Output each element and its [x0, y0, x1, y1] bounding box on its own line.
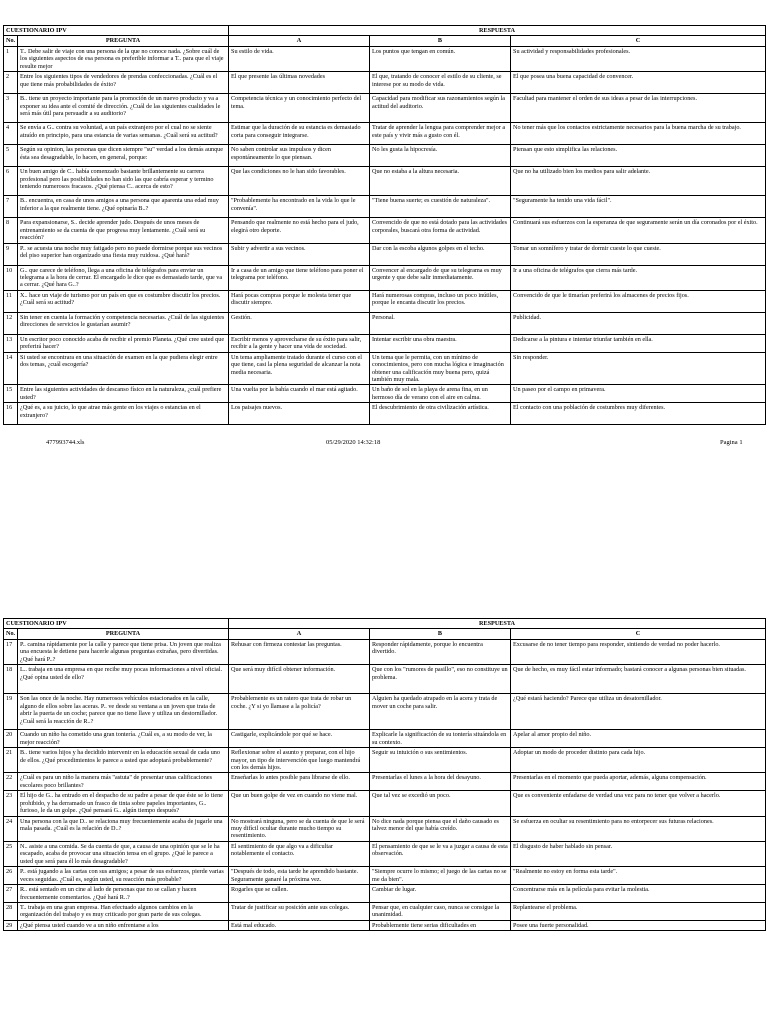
- answer-b: Presentarlas el lunes a la hora del desayuno.: [370, 773, 511, 791]
- answer-c: Adoptar un modo de proceder distinto para cada hijo.: [511, 748, 766, 773]
- answer-a: Escribir menos y aprovecharse de su éxito para salir, recibir a la gente y hacer una vida de sociedad.: [229, 334, 370, 352]
- questionnaire-title: CUESTIONARIO IPV: [4, 26, 229, 36]
- answer-c: Ir a una oficina de telégrafos que cierra más tarde.: [511, 265, 766, 290]
- question-number: 8: [4, 218, 18, 243]
- col-c-header: C: [511, 629, 766, 639]
- answer-a: Reflexionar sobre el asunto y preparar, con el hijo mayor, un tipo de intervención que luego mantendrá con los demás hijos.: [229, 748, 370, 773]
- table-body: [4, 46, 766, 424]
- answer-a: Rogarles que se callen.: [229, 885, 370, 903]
- answer-b: Probablemente tiene serias dificultades en: [370, 920, 511, 930]
- col-no-header: No.: [4, 629, 18, 639]
- answer-c: Publicidad.: [511, 312, 766, 334]
- table-row: [4, 196, 766, 218]
- col-no-header: No.: [4, 36, 18, 46]
- footer-datetime: 05/29/2020 14:32:18: [326, 439, 381, 447]
- question-text: P.. está jugando a las cartas con sus amigos; a pesar de sus esfuerzos, pierde varias veces seguidas. ¿Cuál es, según usted, su reacción más probable?: [18, 867, 229, 885]
- answer-b: Explicarle la significación de su tontería situándola en su contexto.: [370, 730, 511, 748]
- answer-b: Seguir su intuición o sus sentimientos.: [370, 748, 511, 773]
- col-c-header: C: [511, 36, 766, 46]
- question-number: 11: [4, 290, 18, 312]
- table-row: [4, 243, 766, 265]
- question-text: P.. camina rápidamente por la calle y parece que tiene prisa. Un joven que realiza una encuesta le detiene para hacerle algunas preguntas extrañas, pero divertidas. ¿Qué hará P..?: [18, 639, 229, 664]
- question-text: Se envía a G.. contra su voluntad, a un país extranjero por el cual no se siente atraído en principio, para una estancia de varias semanas. ¿Cuál será su actitud?: [18, 123, 229, 145]
- answer-a: Tratar de justificar su posición ante sus colegas.: [229, 902, 370, 920]
- answer-a: Hará pocas compras porque le molesta tener que discutir siempre.: [229, 290, 370, 312]
- answer-b: Alguien ha quedado atrapado en la acera y trata de mover un coche para salir.: [370, 694, 511, 730]
- sheet-page-1: [0, 25, 768, 453]
- answer-b: Tratar de aprender la lengua para comprender mejor a este país y vivir más a gusto con él.: [370, 123, 511, 145]
- table-row: [4, 867, 766, 885]
- answer-c: Posee una fuerte personalidad.: [511, 920, 766, 930]
- table-row: [4, 94, 766, 123]
- answer-c: El que posea una buena capacidad de convencer.: [511, 72, 766, 94]
- question-text: Entre los siguientes tipos de vendedores de prendas confeccionadas. ¿Cuál es el que tiene más probabilidades de éxito?: [18, 72, 229, 94]
- table-row: [4, 791, 766, 816]
- answer-b: No dice nada porque piensa que el daño causado es talvez menor del que había creído.: [370, 816, 511, 841]
- footer-page: Pagina 1: [720, 439, 743, 447]
- answer-a: Que un buen golpe de vez en cuando no viene mal.: [229, 791, 370, 816]
- question-text: R.. está sentado en un cine al lado de personas que no se callan y hacen frecuentemente comentarios. ¿Qué hará R..?: [18, 885, 229, 903]
- answer-b: Convencido de que no está dotado para las actividades corporales, buscará otra forma de actividad.: [370, 218, 511, 243]
- answer-c: Su actividad y responsabilidades profesionales.: [511, 46, 766, 71]
- question-text: T.. trabaja en una gran empresa. Han efectuado algunos cambios en la organización del trabajo y es muy criticado por gran parte de sus colegas.: [18, 902, 229, 920]
- col-a-header: A: [229, 629, 370, 639]
- answer-b: Personal.: [370, 312, 511, 334]
- answer-a: Estimar que la duración de su estancia es demasiado corta para conseguir integrarse.: [229, 123, 370, 145]
- answer-b: Un baño de sol en la playa de arena fina, en un hermoso día de verano con el aire en calma.: [370, 385, 511, 403]
- question-text: Son las once de la noche. Hay numerosos vehículos estacionados en la calle, alguno de ellos sobre las aceras. P.. ve desde su ventana a un joven que trata de abrir la puerta de un coche; parece que no tiene llave y utiliza un destornillador. ¿Cuál será la reacción de R..?: [18, 694, 229, 730]
- question-number: 27: [4, 885, 18, 903]
- answer-b: Pensar que, en cualquier caso, nunca se consigue la unanimidad.: [370, 902, 511, 920]
- answer-a: Que las condiciones no le han sido favorables.: [229, 167, 370, 196]
- question-text: B.. tiene un proyecto importante para la promoción de un nuevo producto y va a exponer su idea ante el comité de dirección. ¿Cuál de las siguientes cualidades le será más útil para persuadir a su auditorio?: [18, 94, 229, 123]
- question-number: 2: [4, 72, 18, 94]
- table-row: [4, 352, 766, 385]
- table-row: [4, 72, 766, 94]
- question-text: Entre las siguientes actividades de descanso físico en la naturaleza, ¿cuál prefiere usted?: [18, 385, 229, 403]
- answer-c: El disgusto de haber hablado sin pensar.: [511, 841, 766, 866]
- answer-c: Que es conveniente enfadarse de verdad una vez para no tener que volver a hacerlo.: [511, 791, 766, 816]
- answer-b: Capacidad para modificar sus razonamientos según la actitud del auditorio.: [370, 94, 511, 123]
- table-row: [4, 902, 766, 920]
- question-text: Una persona con la que D.. se relaciona muy frecuentemente acaba de jugarle una mala pasada. ¿Cuál es la relación de D..?: [18, 816, 229, 841]
- question-text: T.. Debe salir de viaje con una persona de la que no conoce nada. ¿Sobre cuál de los siguientes aspectos de esa persona es preferible informar a T.. para que el viaje resulte mejor: [18, 46, 229, 71]
- question-text: El hijo de G.. ha entrado en el despacho de su padre a pesar de que éste se lo tiene prohibido, y ha derramado un frasco de tinta sobre papeles importantes, G.. furioso, le da un golpe. ¿Qué pensará G.. algún tiempo después?: [18, 791, 229, 816]
- table-row: [4, 841, 766, 866]
- table-row: [4, 123, 766, 145]
- question-number: 4: [4, 123, 18, 145]
- question-text: P.. se acuesta una noche muy fatigado pero no puede dormirse porque sus vecinos del piso superior han organizado una fiesta muy ruidosa. ¿Qué hará?: [18, 243, 229, 265]
- question-text: B.. tiene varios hijos y ha decidido intervenir en la educación sexual de cada uno de ellos. ¿Qué procedimientos le parece a usted que adoptará probablemente?: [18, 748, 229, 773]
- question-text: B.. encuentra, en casa de unos amigos a una persona que aparenta una edad muy inferior a la que realmente tiene. ¿Qué opinaría B..?: [18, 196, 229, 218]
- question-text: Para expansionarse, S.. decide aprender judo. Después de unos meses de entrenamiento se da cuenta de que progresa muy lentamente. ¿Cuál será su reacción?: [18, 218, 229, 243]
- questionnaire-table: [3, 618, 766, 931]
- answer-b: El que, tratando de conocer el estilo de su cliente, se interese por su modo de vida.: [370, 72, 511, 94]
- col-pregunta-header: PREGUNTA: [18, 36, 229, 46]
- answer-b: Responder rápidamente, porque lo encuentra divertido.: [370, 639, 511, 664]
- question-number: 25: [4, 841, 18, 866]
- question-text: Un escritor poco conocido acaba de recibir el premio Planeta. ¿Qué cree usted que preferirá hacer?: [18, 334, 229, 352]
- answer-b: Que tal vez se excedió un poco.: [370, 791, 511, 816]
- question-number: 21: [4, 748, 18, 773]
- questionnaire-table: [3, 25, 766, 425]
- answer-b: El pensamiento de que se le va a juzgar a causa de esta observación.: [370, 841, 511, 866]
- question-text: Un buen amigo de C.. había comenzado bastante brillantemente su carrera profesional pero las posibilidades no han sido las que cabría esperar y termino teniendo numerosos fracasos. ¿Qué piensa C.. acerca de esto?: [18, 167, 229, 196]
- question-number: 17: [4, 639, 18, 664]
- respuesta-header: RESPUESTA: [229, 26, 766, 36]
- answer-a: Rehusar con firmeza contestar las preguntas.: [229, 639, 370, 664]
- question-number: 7: [4, 196, 18, 218]
- answer-c: Apelar al amor propio del niño.: [511, 730, 766, 748]
- col-pregunta-header: PREGUNTA: [18, 629, 229, 639]
- question-number: 10: [4, 265, 18, 290]
- header-row-title: [4, 619, 766, 629]
- answer-c: Que de hecho, es muy fácil estar informado; bastará conocer a algunas personas bien situadas.: [511, 665, 766, 694]
- table-row: [4, 748, 766, 773]
- table-row: [4, 403, 766, 425]
- answer-c: "Seguramente ha tenido una vida fácil".: [511, 196, 766, 218]
- table-row: [4, 218, 766, 243]
- question-text: Según su opinion, las personas que dicen siempre "su" verdad a los demás aunque ésta sea desagradable, lo hacen, en general, porque:: [18, 145, 229, 167]
- question-text: X.. hace un viaje de turismo por un país en que es costumbre discutir los precios. ¿Cuál será su actitud?: [18, 290, 229, 312]
- col-b-header: B: [370, 36, 511, 46]
- table-row: [4, 385, 766, 403]
- answer-c: Tomar un somnífero y tratar de dormir cueste lo que cueste.: [511, 243, 766, 265]
- question-number: 22: [4, 773, 18, 791]
- question-text: Sin tener en cuenta la formación y competencia necesarias. ¿Cuál de las siguientes direcciones de servicios le gustarían asumir?: [18, 312, 229, 334]
- question-text: Si usted se encontrara en una situación de examen en la que pudiera elegir entre dos temas, ¿cuál escogería?: [18, 352, 229, 385]
- question-number: 16: [4, 403, 18, 425]
- table-row: [4, 145, 766, 167]
- table-row: [4, 46, 766, 71]
- answer-a: Ir a casa de un amigo que tiene teléfono para poner el telegrama por teléfono.: [229, 265, 370, 290]
- answer-b: Que no estaba a la altura necesaria.: [370, 167, 511, 196]
- question-number: 6: [4, 167, 18, 196]
- answer-b: "Siempre ocurre lo mismo; el juego de las cartas no se me da bien".: [370, 867, 511, 885]
- question-number: 15: [4, 385, 18, 403]
- answer-c: El contacto con una población de costumbres muy diferentes.: [511, 403, 766, 425]
- col-b-header: B: [370, 629, 511, 639]
- table-row: [4, 694, 766, 730]
- table-row: [4, 334, 766, 352]
- answer-c: Se esfuerza en ocultar su resentimiento para no entorpecer sus futuras relaciones.: [511, 816, 766, 841]
- question-number: 3: [4, 94, 18, 123]
- answer-b: El descubrimiento de otra civilización artística.: [370, 403, 511, 425]
- answer-a: El sentimiento de que algo va a dificultar notablemente el contacto.: [229, 841, 370, 866]
- question-number: 29: [4, 920, 18, 930]
- answer-b: "Tiene buena suerte; es cuestión de naturaleza".: [370, 196, 511, 218]
- answer-b: Que con los "rumores de pasillo", eso no constituye un problema.: [370, 665, 511, 694]
- answer-c: Facultad para mantener el orden de sus ideas a pesar de las interrupciones.: [511, 94, 766, 123]
- question-number: 26: [4, 867, 18, 885]
- header-row-title: [4, 26, 766, 36]
- answer-a: Castigarle, explicándole por qué se hace.: [229, 730, 370, 748]
- respuesta-header: RESPUESTA: [229, 619, 766, 629]
- header-row-columns: [4, 629, 766, 639]
- answer-c: "Realmente no estoy en forma esta tarde".: [511, 867, 766, 885]
- answer-a: Pensando que realmente no está hecho para el judo, elegirá otro deporte.: [229, 218, 370, 243]
- page-footer: [0, 439, 768, 453]
- answer-c: Presentarlas en el momento que pueda aportar, además, alguna compensación.: [511, 773, 766, 791]
- table-row: [4, 773, 766, 791]
- answer-c: No tener más que los contactos estrictamente necesarios para la buena marcha de su trabajo.: [511, 123, 766, 145]
- answer-c: Excusarse de no tener tiempo para responder, sintiendo de verdad no poder hacerlo.: [511, 639, 766, 664]
- question-number: 13: [4, 334, 18, 352]
- question-number: 20: [4, 730, 18, 748]
- table-row: [4, 816, 766, 841]
- question-text: N.. asiste a una comida. Se da cuenta de que, a causa de una opinión que se le ha escapado, acaba de provocar una situación tensa en el grupo. ¿Qué le parece a usted que será para él lo más desagradable?: [18, 841, 229, 866]
- answer-a: No saben controlar sus impulsos y dicen espontáneamente lo que piensan.: [229, 145, 370, 167]
- answer-a: "Después de todo, esta tarde he aprendido bastante. Seguramente ganaré la próxima vez.: [229, 867, 370, 885]
- question-number: 14: [4, 352, 18, 385]
- sheet-page-2: [0, 618, 768, 931]
- answer-a: Está mal educado.: [229, 920, 370, 930]
- answer-a: Un tema ampliamente tratado durante el curso con el que tiene, casi la plena seguridad de alcanzar la nota media necesaria.: [229, 352, 370, 385]
- table-row: [4, 290, 766, 312]
- question-number: 1: [4, 46, 18, 71]
- answer-c: Continuará sus esfuerzos con la esperanza de que seguramente serán un día coronados por el éxito.: [511, 218, 766, 243]
- footer-filename: 477993744.xls: [46, 439, 85, 447]
- answer-c: Concentrarse más en la película para evitar la molestia.: [511, 885, 766, 903]
- question-text: ¿Qué es, a su juicio, lo que atrae más gente en los viajes o estancias en el extranjero?: [18, 403, 229, 425]
- question-number: 24: [4, 816, 18, 841]
- question-text: ¿Qué piensa usted cuando ve a un niño enfrentarse a los: [18, 920, 229, 930]
- table-row: [4, 730, 766, 748]
- question-number: 5: [4, 145, 18, 167]
- answer-b: Intentar escribir una obra maestra.: [370, 334, 511, 352]
- answer-a: "Probablemente ha encontrado en la vida lo que le convenía".: [229, 196, 370, 218]
- answer-a: Los paisajes nuevos.: [229, 403, 370, 425]
- question-number: 19: [4, 694, 18, 730]
- question-text: G.. que carece de teléfono, llega a una oficina de telégrafos para enviar un telegrama a la hora de cerrar. El encargado le dice que es demasiado tarde, que va a cerrar. ¿Qué hara G..?: [18, 265, 229, 290]
- answer-c: Piensan que esto simplifica las relaciones.: [511, 145, 766, 167]
- answer-b: No les gusta la hipocresía.: [370, 145, 511, 167]
- table-row: [4, 167, 766, 196]
- answer-c: Un paseo por el campo en primavera.: [511, 385, 766, 403]
- answer-a: Subir y advertir a sus vecinos.: [229, 243, 370, 265]
- question-number: 18: [4, 665, 18, 694]
- answer-c: Que no ha utilizado bien los medios para salir adelante.: [511, 167, 766, 196]
- answer-a: Gestión.: [229, 312, 370, 334]
- answer-a: Su estilo de vida.: [229, 46, 370, 71]
- table-row: [4, 920, 766, 930]
- answer-c: ¿Qué estará haciendo? Parece que utiliza un desatornillador.: [511, 694, 766, 730]
- answer-a: El que presente las últimas novedades: [229, 72, 370, 94]
- answer-a: Probablemente es un ratero que trata de robar un coche. ¿Y si yo llamase a la policía?: [229, 694, 370, 730]
- answer-b: Dar con la escoba algunos golpes en el techo.: [370, 243, 511, 265]
- questionnaire-title: CUESTIONARIO IPV: [4, 619, 229, 629]
- table-row: [4, 665, 766, 694]
- question-number: 28: [4, 902, 18, 920]
- table-row: [4, 885, 766, 903]
- answer-c: Sin responder.: [511, 352, 766, 385]
- answer-c: Replantearse el problema.: [511, 902, 766, 920]
- answer-c: Dedicarse a la pintura e intentar triunfar también en ella.: [511, 334, 766, 352]
- answer-a: Una vuelta por la bahía cuando el mar está agitado.: [229, 385, 370, 403]
- question-number: 23: [4, 791, 18, 816]
- table-row: [4, 312, 766, 334]
- table-row: [4, 265, 766, 290]
- answer-a: No mostrará ninguna, pero se da cuenta de que le será muy difícil ocultar durante mucho tiempo su resentimiento.: [229, 816, 370, 841]
- answer-c: Convencido de que le timarían preferirá los almacenes de precios fijos.: [511, 290, 766, 312]
- col-a-header: A: [229, 36, 370, 46]
- answer-b: Convencer al encargado de que su telegrama es muy urgente y que debe salir inmediatamente.: [370, 265, 511, 290]
- question-text: Cuando un niño ha cometido una gran tontería. ¿Cuál es, a su modo de ver, la mejor reacción?: [18, 730, 229, 748]
- question-number: 12: [4, 312, 18, 334]
- question-text: L.. trabaja en una empresa en que recibe muy pocas informaciones a nivel oficial. ¿Qué opina usted de ello?: [18, 665, 229, 694]
- answer-b: Hará numerosas compras, incluso un poco inútiles, porque le encanta discutir los precios.: [370, 290, 511, 312]
- question-number: 9: [4, 243, 18, 265]
- table-body: [4, 639, 766, 930]
- header-row-columns: [4, 36, 766, 46]
- question-text: ¿Cuál es para un niño la manera más "astuta" de presentar unas calificaciones escolares poco brillantes?: [18, 773, 229, 791]
- answer-b: Cambiar de lugar.: [370, 885, 511, 903]
- answer-a: Enseñarlas lo antes posible para librarse de ello.: [229, 773, 370, 791]
- answer-b: Un tema que le permita, con un mínimo de conocimientos, pero con mucha lógica e imaginación obtener una calificación muy buena pero, quizá también muy mala.: [370, 352, 511, 385]
- answer-b: Los puntos que tengan en común.: [370, 46, 511, 71]
- table-row: [4, 639, 766, 664]
- answer-a: Competencia técnica y un conocimiento perfecto del tema.: [229, 94, 370, 123]
- answer-a: Que será muy difícil obtener información.: [229, 665, 370, 694]
